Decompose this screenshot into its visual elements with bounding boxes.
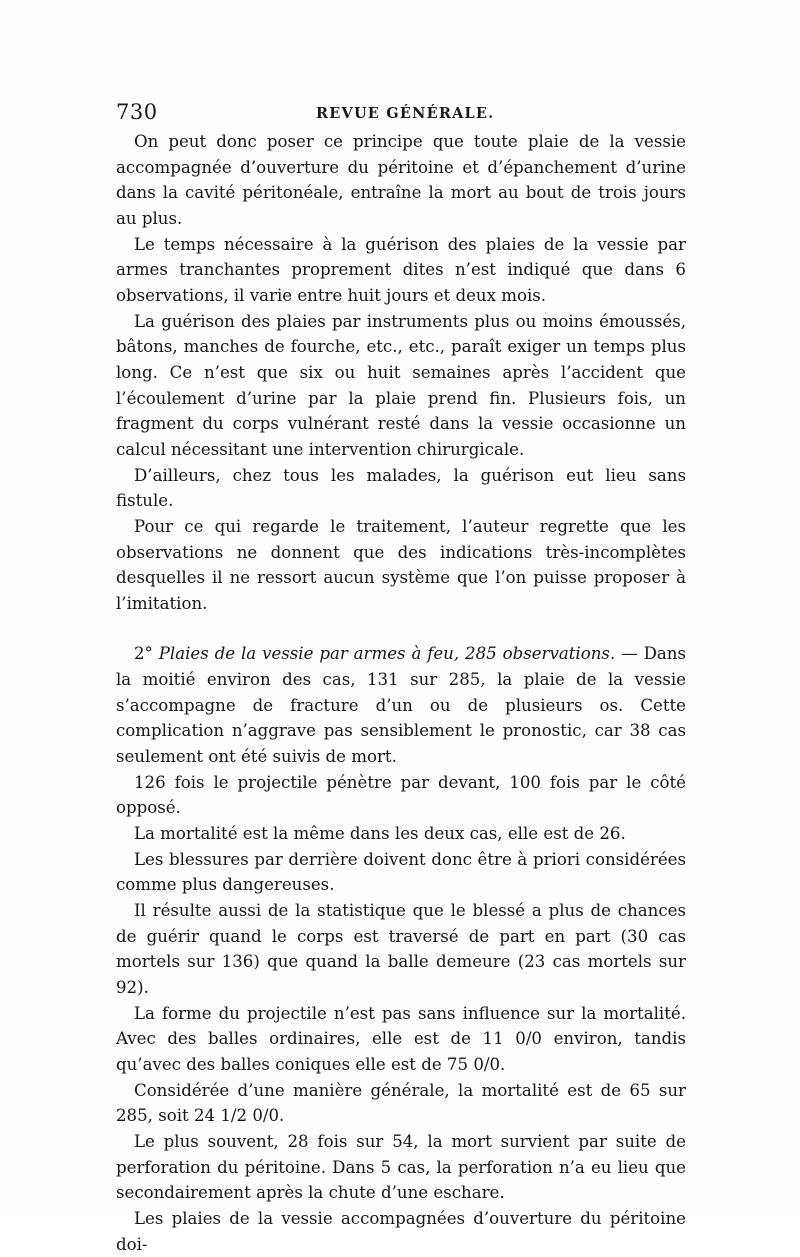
- paragraph: On peut donc poser ce principe que toute plaie de la vessie accompagnée d’ouverture du péritoine et d’épanchement d’urine dans la cavité péritonéale, entraîne la mort au bout de trois jours au plus.: [116, 132, 686, 228]
- section-gap: [116, 616, 686, 641]
- paragraph: Il résulte aussi de la statistique que le blessé a plus de chances de guérir quand le corps est traversé de part en part (30 cas mortels sur 136) que quand la balle demeure (23 cas mortels sur 92).: [116, 901, 686, 997]
- paragraph: Le temps nécessaire à la guérison des plaies de la vessie par armes tranchantes proprement dites n’est indiqué que dans 6 observations, il varie entre huit jours et deux mois.: [116, 234, 686, 305]
- paragraph: La forme du projectile n’est pas sans influence sur la mortalité. Avec des balles ordinaires, elle est de 11 0/0 environ, tandis qu’avec des balles coniques elle est de 75 0/0.: [116, 1003, 686, 1074]
- page-number: 730: [116, 100, 158, 124]
- body-text: [116, 128, 686, 1257]
- section-number: 2°: [134, 644, 153, 664]
- paragraph: Le plus souvent, 28 fois sur 54, la mort survient par suite de perforation du péritoine. Dans 5 cas, la perforation n’a eu lieu que secondairement après la chute d’une eschare.: [116, 1131, 686, 1203]
- paragraph: Considérée d’une manière générale, la mortalité est de 65 sur 285, soit 24 1/2 0/0.: [116, 1080, 686, 1126]
- paragraph: D’ailleurs, chez tous les malades, la guérison eut lieu sans fistule.: [116, 465, 686, 511]
- paragraph: 126 fois le projectile pénètre par devant, 100 fois par le côté opposé.: [116, 772, 686, 818]
- paragraph: Les plaies de la vessie accompagnées d’ouverture du péritoine doi-: [116, 1208, 686, 1254]
- paragraph: La mortalité est la même dans les deux cas, elle est de 26.: [134, 824, 626, 844]
- running-title: REVUE GÉNÉRALE.: [316, 105, 495, 122]
- paragraph: La guérison des plaies par instruments plus ou moins émoussés, bâtons, manches de fourche, etc., etc., paraît exiger un temps plus long. Ce n’est que six ou huit semaines après l’accident que l’écoulement d’urine par la plaie prend fin. Plusieurs fois, un fragment du corps vulnérant resté dans la vessie occasionne un calcul nécessitant une intervention chirurgicale.: [116, 311, 686, 459]
- running-head: [116, 100, 686, 126]
- paragraph: Pour ce qui regarde le traitement, l’auteur regrette que les observations ne donnent que des indications très-incomplètes desquelles il ne ressort aucun système que l’on puisse proposer à l’imitation.: [116, 516, 686, 613]
- section-title: Plaies de la vessie par armes à feu, 285 observations.: [158, 644, 616, 664]
- section-heading-paragraph: [116, 641, 686, 769]
- paragraph: Les blessures par derrière doivent donc être à priori considérées comme plus dangereuses.: [116, 849, 686, 895]
- section-intro: — Dans la moitié environ des cas, 131 sur 285, la plaie de la vessie s’accompagne de fracture d’un ou de plusieurs os. Cette complication n’aggrave pas sensiblement le pronostic, car 38 cas seulement ont été suivis de mort.: [116, 644, 686, 767]
